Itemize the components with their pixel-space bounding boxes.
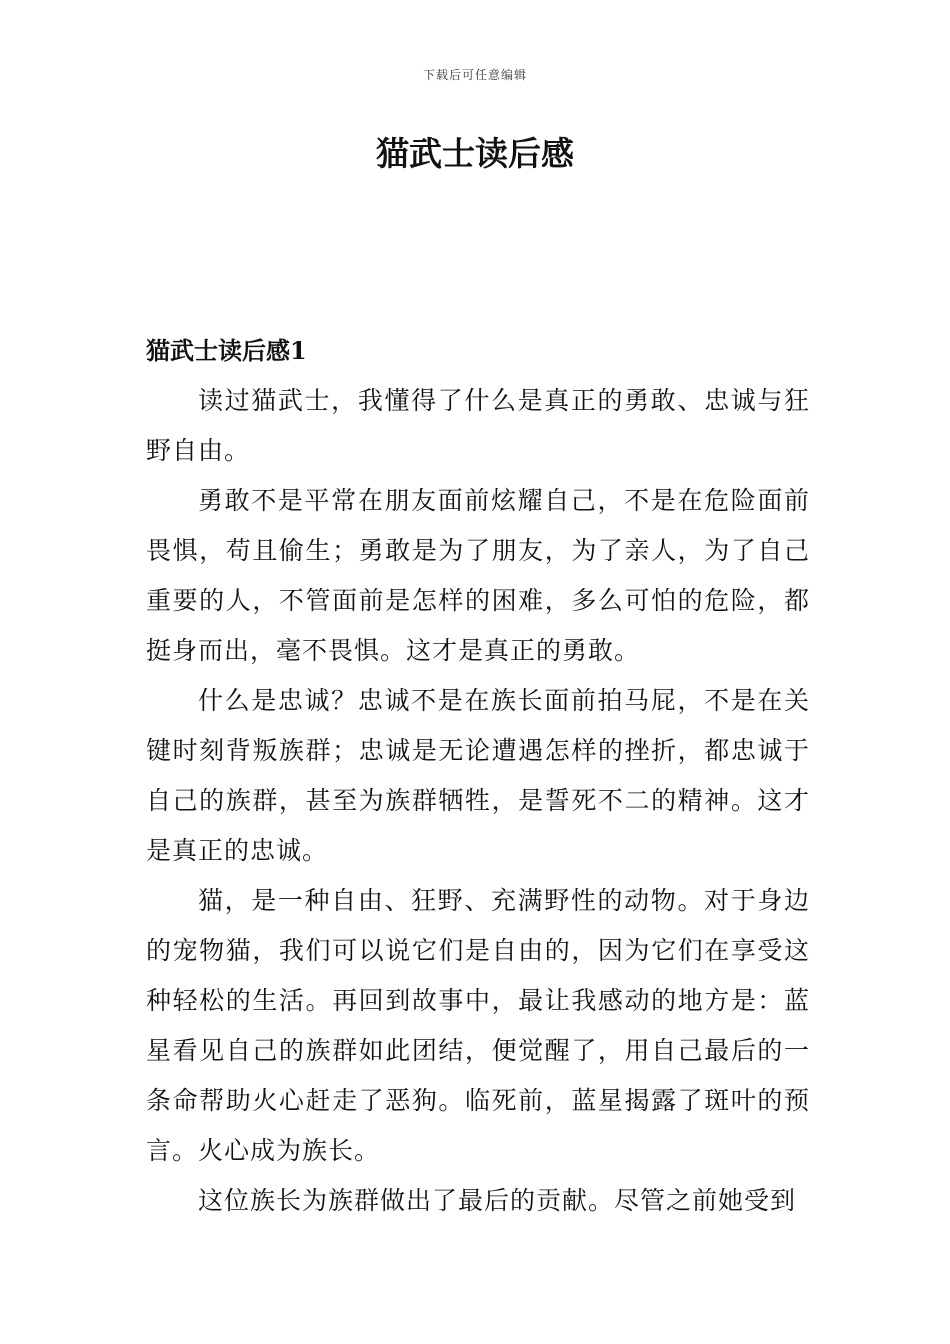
paragraph-2: 勇敢不是平常在朋友面前炫耀自己，不是在危险面前畏惧，苟且偷生；勇敢是为了朋友，为了亲人，为了自己重要的人，不管面前是怎样的困难，多么可怕的危险，都挺身而出，毫不畏惧。这才是真正的勇敢。 [146,486,810,665]
paragraph-1: 读过猫武士，我懂得了什么是真正的勇敢、忠诚与狂野自由。 [146,386,810,465]
paragraph-3: 什么是忠诚？忠诚不是在族长面前拍马屁，不是在关键时刻背叛族群；忠诚是无论遭遇怎样的挫折，都忠诚于自己的族群，甚至为族群牺牲，是誓死不二的精神。这才是真正的忠诚。 [146,686,810,865]
header-note: 下载后可任意编辑 [422,68,527,82]
body-text [146,376,810,1226]
document-title: 猫武士读后感 [376,134,574,173]
paragraph-5: 这位族长为族群做出了最后的贡献。尽管之前她受到 [198,1186,797,1215]
section-heading: 猫武士读后感1 [146,336,307,365]
paragraph-4: 猫，是一种自由、狂野、充满野性的动物。对于身边的宠物猫，我们可以说它们是自由的，因为它们在享受这种轻松的生活。再回到故事中，最让我感动的地方是：蓝星看见自己的族群如此团结，便觉醒了，用自己最后的一条命帮助火心赶走了恶狗。临死前，蓝星揭露了斑叶的预言。火心成为族长。 [146,886,810,1165]
